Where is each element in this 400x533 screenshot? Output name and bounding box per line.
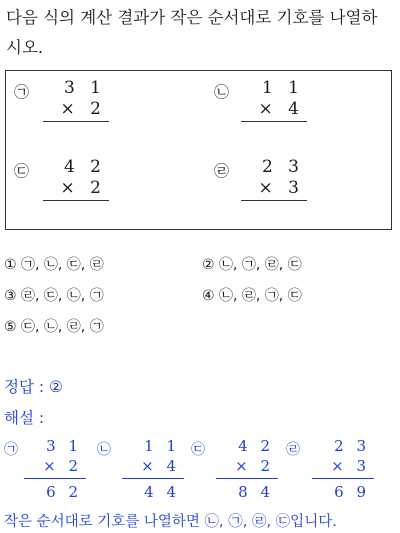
problem-a-bottom: × 2	[60, 99, 106, 119]
problem-d-line	[241, 200, 307, 201]
solution-b-line	[122, 478, 184, 479]
solution-row	[0, 437, 400, 505]
problem-box	[5, 70, 392, 230]
problem-d-bottom: × 3	[258, 178, 304, 198]
solution-d-result: 6 9	[334, 483, 370, 501]
solution-d-bottom: × 3	[331, 457, 370, 475]
solution-c-bottom: × 2	[235, 457, 274, 475]
problem-c-bottom: × 2	[60, 178, 106, 198]
choice-4[interactable]: ④ ㉡, ㉣, ㉠, ㉢	[202, 288, 302, 304]
choice-5[interactable]: ⑤ ㉢, ㉡, ㉣, ㉠	[4, 319, 104, 335]
explanation-label: 해설 :	[4, 409, 45, 427]
problem-b-top: 1 1	[261, 78, 304, 98]
problem-c-line	[43, 200, 109, 201]
problem-c-top: 4 2	[63, 157, 106, 177]
problem-marker-a: ㉠	[14, 83, 30, 101]
solution-b-result: 4 4	[144, 483, 180, 501]
problem-b-bottom: × 4	[258, 99, 304, 119]
answer-label: 정답 : ②	[4, 378, 63, 396]
problem-a-line	[43, 121, 109, 122]
problem-marker-b: ㉡	[214, 83, 230, 101]
solution-b-bottom: × 4	[141, 457, 180, 475]
solution-marker-b: ㉡	[97, 442, 111, 458]
choice-3[interactable]: ③ ㉣, ㉢, ㉡, ㉠	[4, 288, 104, 304]
solution-marker-c: ㉢	[191, 442, 205, 458]
solution-marker-d: ㉣	[286, 442, 300, 458]
solution-marker-a: ㉠	[4, 442, 18, 458]
problem-a-top: 3 1	[63, 78, 106, 98]
solution-a-bottom: × 2	[43, 457, 82, 475]
solution-a-line	[24, 478, 86, 479]
solution-c-result: 8 4	[238, 483, 274, 501]
solution-b-top: 1 1	[144, 437, 180, 455]
question-line-2: 시오.	[6, 38, 44, 57]
solution-a-result: 6 2	[46, 483, 82, 501]
problem-d-top: 2 3	[261, 157, 304, 177]
solution-c-line	[216, 478, 278, 479]
conclusion-text: 작은 순서대로 기호를 나열하면 ㉡, ㉠, ㉣, ㉢입니다.	[4, 514, 337, 530]
solution-d-line	[312, 478, 374, 479]
solution-a-top: 3 1	[46, 437, 82, 455]
problem-marker-c: ㉢	[14, 162, 30, 180]
solution-d-top: 2 3	[334, 437, 370, 455]
solution-c-top: 4 2	[238, 437, 274, 455]
problem-b-line	[241, 121, 307, 122]
choice-2[interactable]: ② ㉡, ㉠, ㉣, ㉢	[202, 257, 302, 273]
choice-1[interactable]: ① ㉠, ㉡, ㉢, ㉣	[4, 257, 104, 273]
problem-marker-d: ㉣	[214, 162, 230, 180]
question-line-1: 다음 식의 계산 결과가 작은 순서대로 기호를 나열하	[6, 8, 378, 27]
